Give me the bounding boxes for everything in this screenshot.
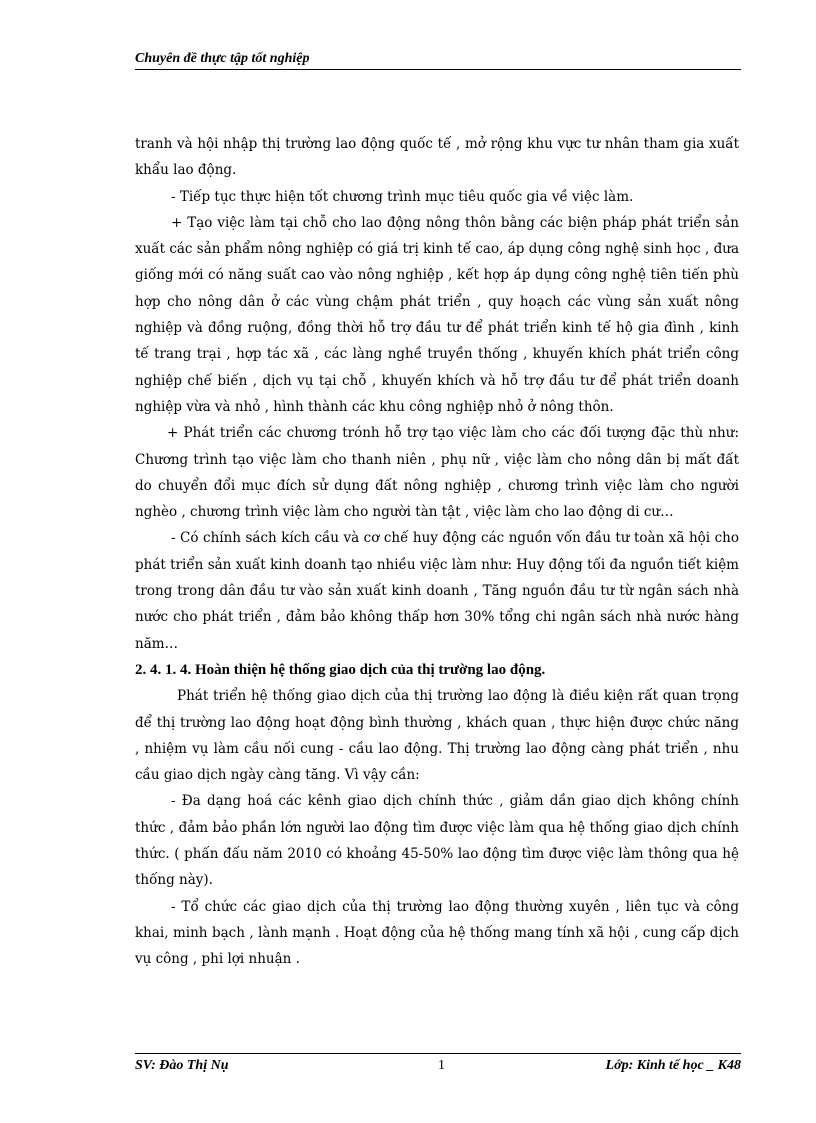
page-footer [135,1058,741,1078]
header-divider [135,69,741,70]
paragraph: tranh và hội nhập thị trường lao động quốc tế , mở rộng khu vực tư nhân tham gia xuất khẩu lao động. [135,136,739,179]
paragraph: - Tổ chức các giao dịch của thị trường lao động thường xuyên , liên tục và công khai, minh bạch , lành mạnh . Hoạt động của hệ thống mang tính xã hội , cung cấp dịch vụ công , phi lợi nhuận . [135,898,739,968]
footer-page-number: 1 [438,1058,445,1073]
paragraph: - Có chính sách kích cầu và cơ chế huy động các nguồn vốn đầu tư toàn xã hội cho phát triển sản xuất kinh doanh tạo nhiều việc làm như: Huy động tối đa nguồn tiết kiệm trong trong dân đầu tư vào sản xuất kinh doanh , Tăng nguồn đầu tư từ ngân sách nhà nước cho phát triển , đảm bảo không thấp hơn 30% tổng chi ngân sách nhà nước hàng năm… [135,530,739,652]
footer-student: SV: Đào Thị Nụ [135,1058,229,1073]
footer-divider [135,1053,741,1054]
page-header [135,50,741,70]
paragraph: Phát triển hệ thống giao dịch của thị trường lao động là điều kiện rất quan trọng để thị trường lao động hoạt động bình thường , khách quan , thực hiện được chức năng , nhiệm vụ làm cầu nối cung - cầu lao động. Thị trường lao động càng phát triển , nhu cầu giao dịch ngày càng tăng. Vì vậy cần: [135,688,739,784]
paragraph: + Tạo việc làm tại chỗ cho lao động nông thôn bằng các biện pháp phát triển sản xuất các sản phẩm nông nghiệp có giá trị kinh tế cao, áp dụng công nghệ sinh học , đưa giống mới có năng suất cao vào nông nghiệp , kết hợp áp dụng công nghệ tiên tiến phù hợp cho nông dân ở các vùng chậm phát triển , quy hoạch các vùng sản xuất nông nghiệp và đồng ruộng, đồng thời hỗ trợ đầu tư để phát triển kinh tế hộ gia đình , kinh tế trang trại , hợp tác xã , các làng nghề truyền thống , khuyến khích phát triển công nghiệp chế biến , dịch vụ tại chỗ , khuyến khích và hỗ trợ đầu tư để phát triển doanh nghiệp vừa và nhỏ , hình thành các khu công nghiệp nhỏ ở nông thôn. [135,214,739,415]
document-body [135,131,739,973]
footer-class: Lớp: Kinh tế học _ K48 [605,1058,741,1073]
paragraph: - Tiếp tục thực hiện tốt chương trình mục tiêu quốc gia về việc làm. [171,188,634,205]
paragraph: - Đa dạng hoá các kênh giao dịch chính thức , giảm dần giao dịch không chính thức , đảm bảo phần lớn người lao động tìm được việc làm qua hệ thống giao dịch chính thức. ( phấn đấu năm 2010 có khoảng 45-50% lao động tìm được việc làm thông qua hệ thống này). [135,793,739,889]
section-heading: 2. 4. 1. 4. Hoàn thiện hệ thống giao dịch của thị trường lao động. [135,661,546,678]
paragraph: + Phát triển các chương trónh hỗ trợ tạo việc làm cho các đối tượng đặc thù như: Chương trình tạo việc làm cho thanh niên , phụ nữ , việc làm cho nông dân bị mất đất do chuyển đổi mục đích sử dụng đất nông nghiệp , chương trình việc làm cho người nghèo , chương trình việc làm cho người tàn tật , việc làm cho lao động di cư… [135,425,739,521]
header-title: Chuyên đề thực tập tốt nghiệp [135,51,310,66]
